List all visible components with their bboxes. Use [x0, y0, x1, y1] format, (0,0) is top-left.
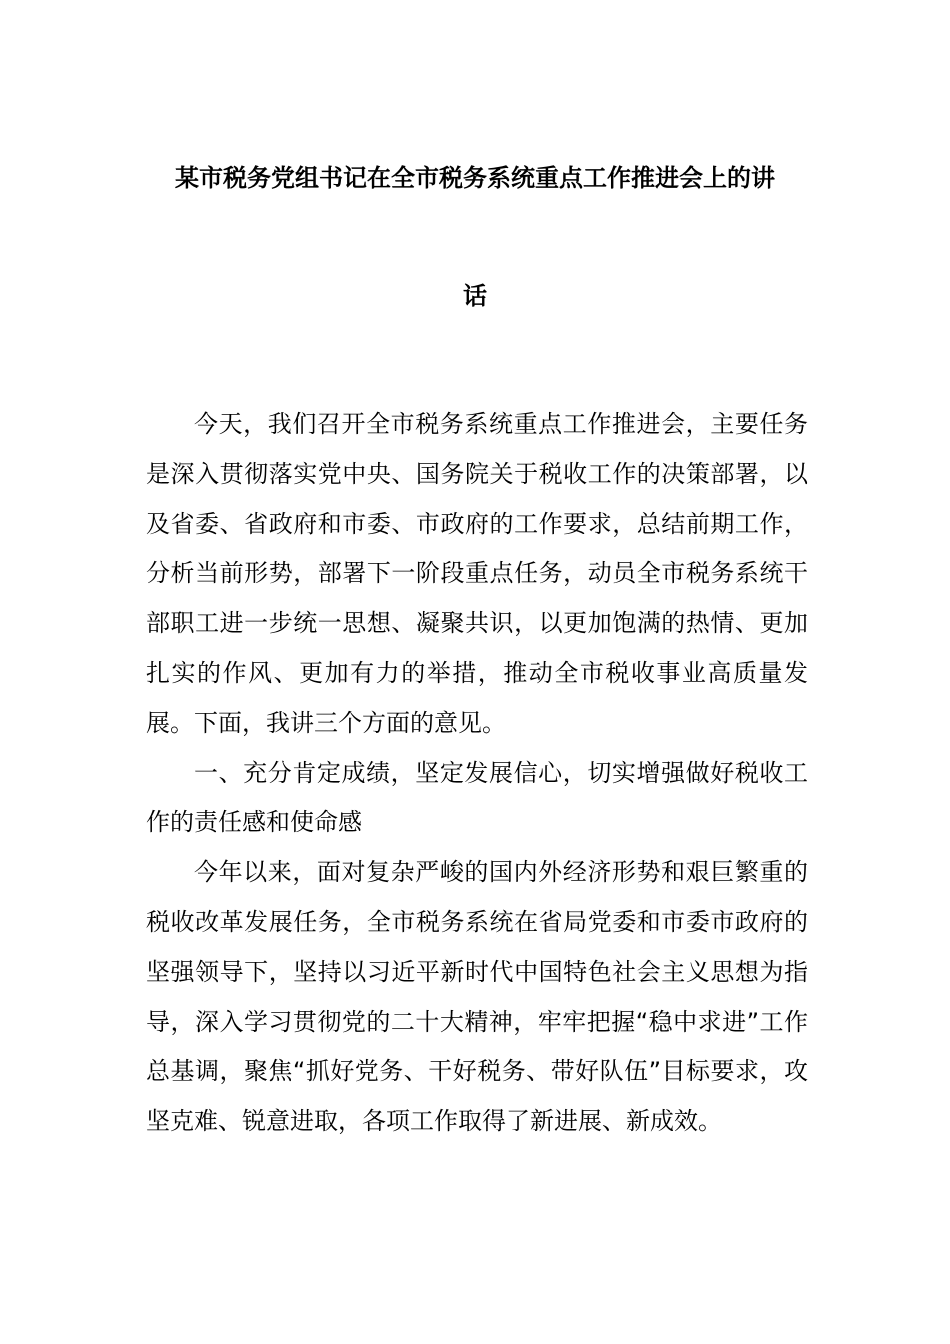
paragraph-intro: 今天，我们召开全市税务系统重点工作推进会，主要任务是深入贯彻落实党中央、国务院关于税收工作的决策部署，以及省委、省政府和市委、市政府的工作要求，总结前期工作，分析当前形势，部署下一阶段重点任务，动员全市税务系统干部职工进一步统一思想、凝聚共识，以更加饱满的热情、更加扎实的作风、更加有力的举措，推动全市税收事业高质量发展。下面，我讲三个方面的意见。 — [146, 410, 808, 737]
document-body — [146, 400, 808, 1147]
document-title-line-2: 话 — [463, 282, 487, 310]
paragraph-achievements: 今年以来，面对复杂严峻的国内外经济形势和艰巨繁重的税收改革发展任务，全市税务系统在省局党委和市委市政府的坚强领导下，坚持以习近平新时代中国特色社会主义思想为指导，深入学习贯彻党的二十大精神，牢牢把握“稳中求进”工作总基调，聚焦“抓好党务、干好税务、带好队伍”目标要求，攻坚克难、锐意进取，各项工作取得了新进展、新成效。 — [146, 858, 808, 1136]
section-heading-1: 一、充分肯定成绩，坚定发展信心，切实增强做好税收工作的责任感和使命感 — [146, 758, 808, 837]
document-title-line-1: 某市税务党组书记在全市税务系统重点工作推进会上的讲 — [175, 164, 775, 192]
